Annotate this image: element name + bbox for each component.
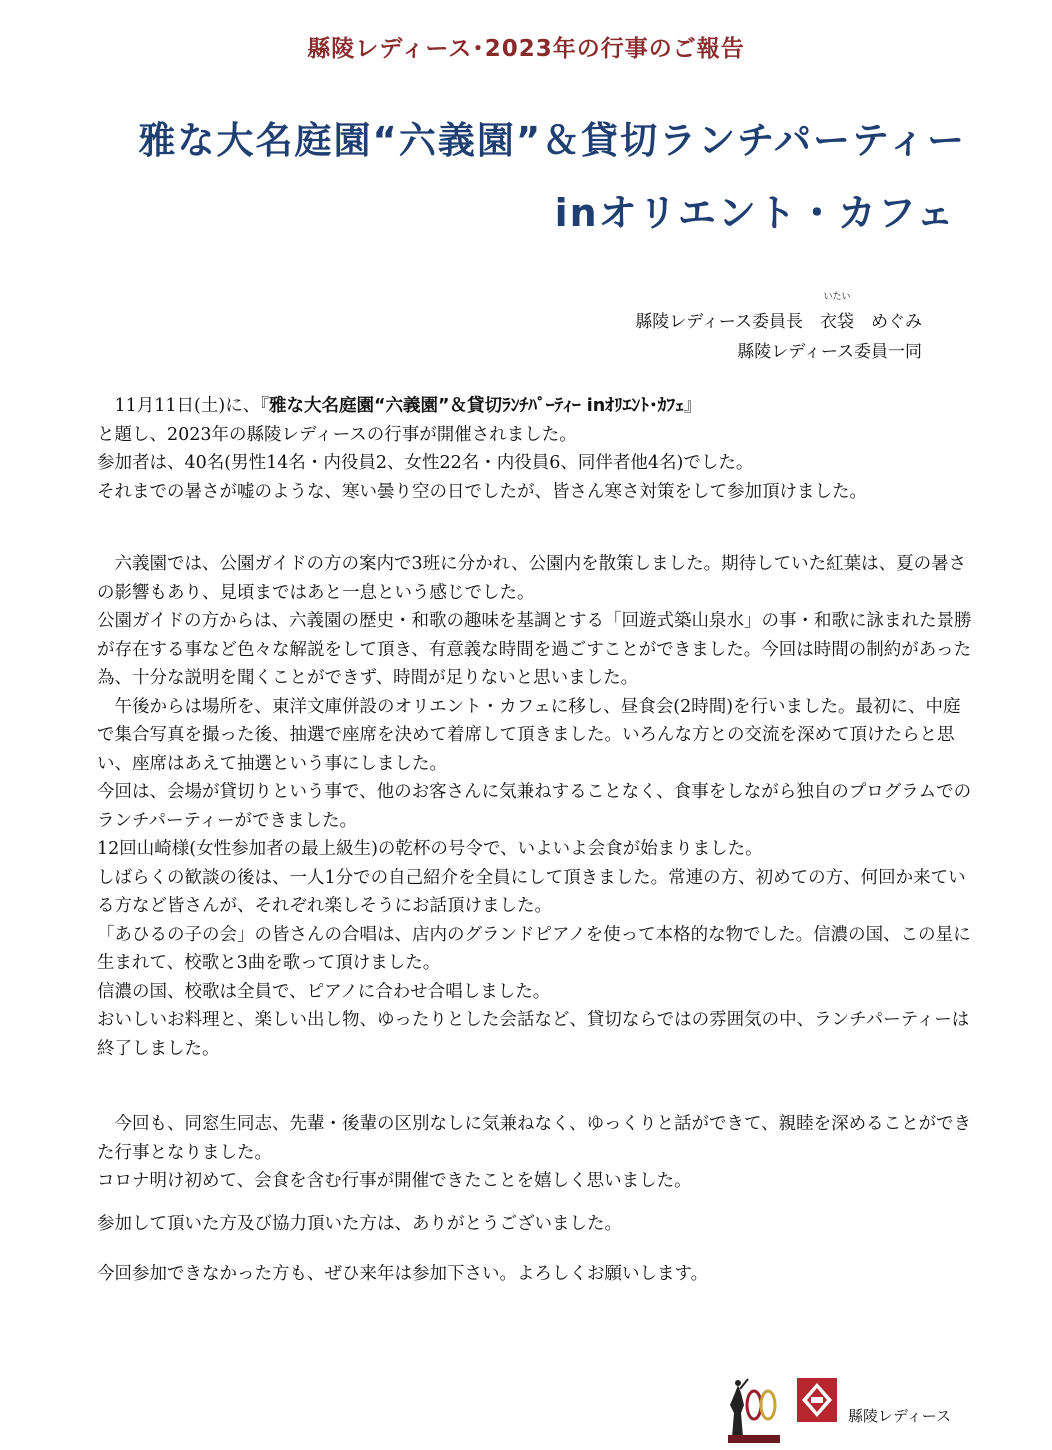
intro-suffix: 』 [684,396,702,416]
report-text: 六義園では、公園ガイドの方の案内で3班に分かれ、公園内を散策しました。期待していた紅葉は、夏の暑さの影響もあり、見頃まではあと一息という感じでした。 公園ガイドの方からは、六義園の歴史・和歌の趣味を基調とする「回遊式築山泉水」の事・和歌に詠まれた景勝が存在する事など色々な解説をして頂き、有意義な時間を過ごすことができました。今回は時間の制約があった為、十分な説明を聞くことができず、時間が足りないと思いました。 午後からは場所を、東洋文庫併設のオリエント・カフェに移し、昼食会(2時間)を行いました。最初に、中庭で集合写真を撮った後、抽選で座席を決めて着席して頂きました。いろんな方との交流を深めて頂けたらと思い、座席はあえて抽選という事にしました。 今回は、会場が貸切りという事で、他のお客さんに気兼ねすることなく、食事をしながら独自のプログラムでのランチパーティーができました。 12回山崎様(女性参加者の最上級生)の乾杯の号令で、いよいよ会食が始まりました。 しばらくの歓談の後は、一人1分での自己紹介を全員にして頂きました。常連の方、初めての方、何回か来ている方など皆さんが、それぞれ楽しそうにお話頂けました。 「あひるの子の会」の皆さんの合唱は、店内のグランドピアノを使って本格的な物でした。信濃の国、この星に生まれて、校歌と3曲を歌って頂けました。 信濃の国、校歌は全員で、ピアノに合わせ合唱しました。 おいしいお料理と、楽しい出し物、ゆったりとした会話など、貸切ならではの雰囲気の中、ランチパーティーは終了しました。 [97,554,972,1059]
paragraph-thanks: 参加して頂いた方及び協力頂いた方は、ありがとうございました。 [97,1214,622,1234]
signature-given-name: めぐみ [854,312,922,332]
event-title-line1: 雅な大名庭園“六義園”＆貸切ランチパーティー [138,119,966,162]
signature-chair [635,292,922,338]
signature-chair-title: 縣陵レディース委員長 [635,312,820,332]
paragraph-report [97,550,977,1063]
kenryo-school-seal-icon [796,1377,838,1423]
intro-event-title: 雅な大名庭園“六義園”＆貸切ﾗﾝﾁﾊﾟｰﾃｨｰ inｵﾘｴﾝﾄ･ｶﾌｪ [268,396,685,416]
intro-rest: と題し、2023年の縣陵レディースの行事が開催されました。 参加者は、40名(男性14名・内役員2、女性22名・内役員6、同伴者他4名)でした。 それまでの暑さが嘘のような、寒い曇り空の日でしたが、皆さん寒さ対策をして参加頂けました。 [97,424,867,502]
kenryo-100th-logo-icon [722,1375,782,1445]
paragraph-intro [97,392,977,506]
signature-surname [820,292,854,338]
signature-committee: 縣陵レディース委員一同 [737,342,922,362]
paragraph-invitation: 今回参加できなかった方も、ぜひ来年は参加下さい。よろしくお願いします。 [97,1264,709,1284]
event-title-line2: inオリエント・カフェ [554,191,956,235]
page-header-title: 縣陵レディース･2023年の行事のご報告 [307,36,745,62]
paragraph-closing [97,1110,977,1196]
intro-prefix: 11月11日(土)に、『 [97,396,269,416]
closing-text: 今回も、同窓生同志、先輩・後輩の区別なしに気兼ねなく、ゆっくりと話ができて、親睦を深めることができた行事となりました。 コロナ明け初めて、会食を含む行事が開催できたことを嬉しく思いました。 [97,1114,972,1191]
signature-surname-ruby: いたい [823,292,851,302]
footer-org-label: 縣陵レディース [848,1407,952,1425]
signature-surname-kanji: 衣袋 [820,312,854,332]
footer [722,1375,1002,1445]
